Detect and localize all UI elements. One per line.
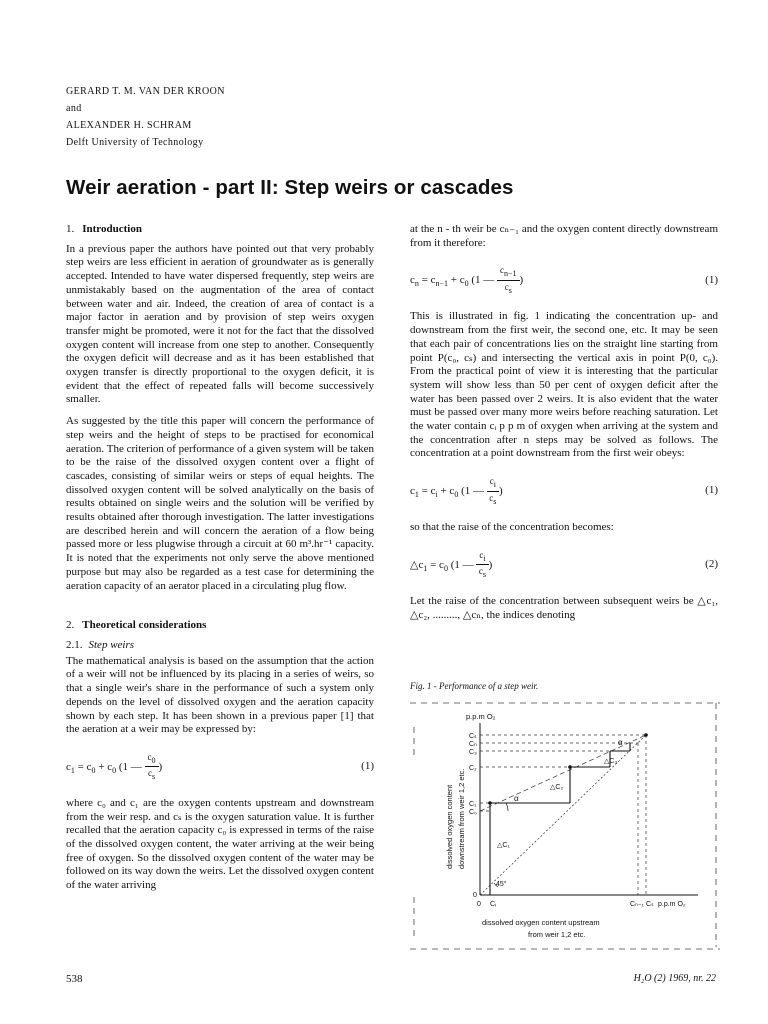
- angle-arc: [506, 803, 508, 811]
- x-tick-label: Cₙ₋₁: [630, 901, 644, 908]
- paragraph: As suggested by the title this paper will concern the performance of step weirs and the height of steps to be practised for economical aeration. The criterion of performance of a given system will be taken to be the raise of the dissolved oxygen content over a flight of cascades, consisting of similar weirs or steps of equal heights. The dissolved oxygen content will be solved analytically on the basis of results obtained on single weirs and the solution will be verified by results obtained after thorough investigation. The latter investigations are described herein and will concern the aeration of a flow being passed more or less plugwise through a circuit at 60 m³.hr⁻¹ capacity. It is noted that the experiments not only serve the above mentioned purpose but may also be regarded as a test case for determining the aeration capacity of an aerator placed in a circulating plug flow.: [66, 415, 374, 592]
- x-tick-label: 0: [477, 901, 481, 908]
- equation-number: (2): [705, 557, 718, 570]
- right-column: [410, 223, 718, 630]
- equation-body: $\triangle c_1 = c_0$ (1 — $\frac{c_i}{c_s}$ ): [410, 549, 493, 580]
- y-tick-label: Cₙ: [469, 741, 477, 748]
- delta-label: △C₂: [550, 784, 564, 791]
- x-tick-label: Cᵢ: [490, 901, 497, 908]
- y-tick-label: C₃: [469, 749, 477, 756]
- origin-label: 0: [473, 892, 477, 899]
- y-tick-label: Cₛ: [469, 733, 477, 740]
- y-tick-label: C₀: [469, 809, 477, 816]
- x-tick-label: Cₛ: [646, 901, 654, 908]
- diagonal-45: [480, 735, 646, 895]
- paper-title: Weir aeration - part II: Step weirs or cascades: [66, 176, 514, 199]
- subsection-title: Step weirs: [88, 638, 135, 651]
- figure-step-weir: [410, 697, 720, 952]
- paragraph: The mathematical analysis is based on the assumption that the action of a weir will not be influenced by its placing in a series of weirs, so that a single weir's share in the performance of such a system only depends on the level of dissolved oxygen and the aeration capacity shown by each step. It has been shown in a previous paper [1] that the aeration at a weir may be expressed by:: [66, 654, 374, 736]
- section-title: Theoretical considerations: [82, 619, 207, 632]
- equation: [410, 547, 718, 583]
- author-conjunction: and: [66, 103, 82, 114]
- subsection-number: 2.1.: [66, 638, 83, 651]
- point-marker: [568, 765, 572, 769]
- delta-label: △C₃: [604, 758, 618, 765]
- x-unit: p.p.m O₂: [658, 901, 686, 908]
- alpha-label: α: [618, 738, 623, 747]
- step-path: [490, 743, 630, 895]
- section-title: Introduction: [82, 223, 142, 235]
- delta-label: △C₁: [497, 842, 510, 849]
- section-heading: [66, 619, 374, 633]
- paragraph: In a previous paper the authors have pointed out that very probably step weirs are less efficient in aeration of groundwater as is generally accepted. Intended to have water dispersed frequently, step weirs are unmistakably based on the augmentation of the area of contact between water and air. Indeed, the creation of area of contact is a major factor in aeration and by provision of step weirs oxygen transfer might be promoted, were it not for the fact that the dissolved oxygen content will increase from one step to another. Consequently the oxygen deficit will decrease and as it has been established that oxygen transfer is directly proportional to the oxygen deficit, it is evident that the effect of repeated falls will become successively smaller.: [66, 242, 374, 406]
- equation: [410, 262, 718, 298]
- section-number: 1.: [66, 223, 75, 235]
- equation-body: $c_1 = c_i + c_0$ (1 — $\frac{c_i}{c_s}$ ): [410, 475, 503, 506]
- equation-number: (1): [705, 484, 718, 497]
- equation: [66, 749, 374, 785]
- paragraph: where c₀ and c₁ are the oxygen contents upstream and downstream from the weir resp. and cₛ is the oxygen saturation value. It is further recalled that the aeration capacity c₀ is expressed in terms of the raise of the dissolved oxygen content, the water arriving at the weir being free of oxygen. So the dissolved oxygen content of the water may be followed on its way down the weirs. Let the dissolved oxygen content of the water arriving: [66, 796, 374, 892]
- y-unit: p.p.m O₂: [466, 712, 496, 721]
- angle-label: 45°: [496, 881, 507, 888]
- figure-caption: Fig. 1 - Performance of a step weir.: [410, 681, 539, 691]
- author-name: ALEXANDER H. SCHRAM: [66, 120, 192, 131]
- author-name: GERARD T. M. VAN DER KROON: [66, 86, 225, 97]
- paragraph: Let the raise of the concentration between subsequent weirs be △c₁, △c₂, ........., △cₙ, the indices denoting: [410, 594, 718, 621]
- subsection-heading: [66, 639, 374, 653]
- y-tick-label: C₂: [469, 765, 477, 772]
- section-number: 2.: [66, 619, 75, 632]
- page-number: 538: [66, 973, 83, 985]
- alpha-label: α: [514, 794, 519, 803]
- y-tick-label: C₁: [469, 801, 477, 808]
- x-axis-label: from weir 1,2 etc.: [528, 930, 586, 939]
- author-block: [66, 83, 225, 151]
- equation: [410, 473, 718, 509]
- affiliation: Delft University of Technology: [66, 137, 204, 148]
- paragraph: at the n - th weir be cₙ₋₁ and the oxygen content directly downstream from it therefore:: [410, 223, 718, 249]
- section-heading: [66, 223, 374, 237]
- x-axis-label: dissolved oxygen content upstream: [482, 918, 600, 927]
- y-axis-label: dissolved oxygen content: [445, 784, 454, 869]
- equation-body: $c_n = c_{n-1} + c_0$ (1 — $\frac{c_{n-1}}{c_s}$ ): [410, 265, 524, 295]
- point-marker: [644, 733, 648, 737]
- y-axis-label: downstream from weir 1,2 etc.: [457, 768, 466, 869]
- point-marker: [488, 801, 492, 805]
- paragraph: This is illustrated in fig. 1 indicating the concentration up- and downstream from the first weir, the second one, etc. It may be seen that each pair of concentrations lies on the straight line starting from point P(c₀, cₛ) and intersecting the vertical axis in point P(0, c₀). From the practical point of view it is interesting that the particular system will show less than 50 per cent of oxygen deficit after the water has been passed over 2 weirs. It is also evident that the water must be passed over many more weirs before reaching saturation. Let the water contain cᵢ p p m of oxygen when arriving at the system and the concentration after n steps may be solved as follows. The concentration at a point downstream from the first weir obeys:: [410, 310, 718, 460]
- paragraph: so that the raise of the concentration becomes:: [410, 521, 614, 534]
- equation-body: $c_1 = c_0 + c_0$ (1 — $\frac{c_0}{c_s}$ ): [66, 751, 163, 782]
- equation-number: (1): [361, 760, 374, 773]
- journal-reference: H₂O (2) 1969, nr. 22: [633, 973, 716, 984]
- equation-number: (1): [705, 273, 718, 286]
- left-column: [66, 223, 374, 901]
